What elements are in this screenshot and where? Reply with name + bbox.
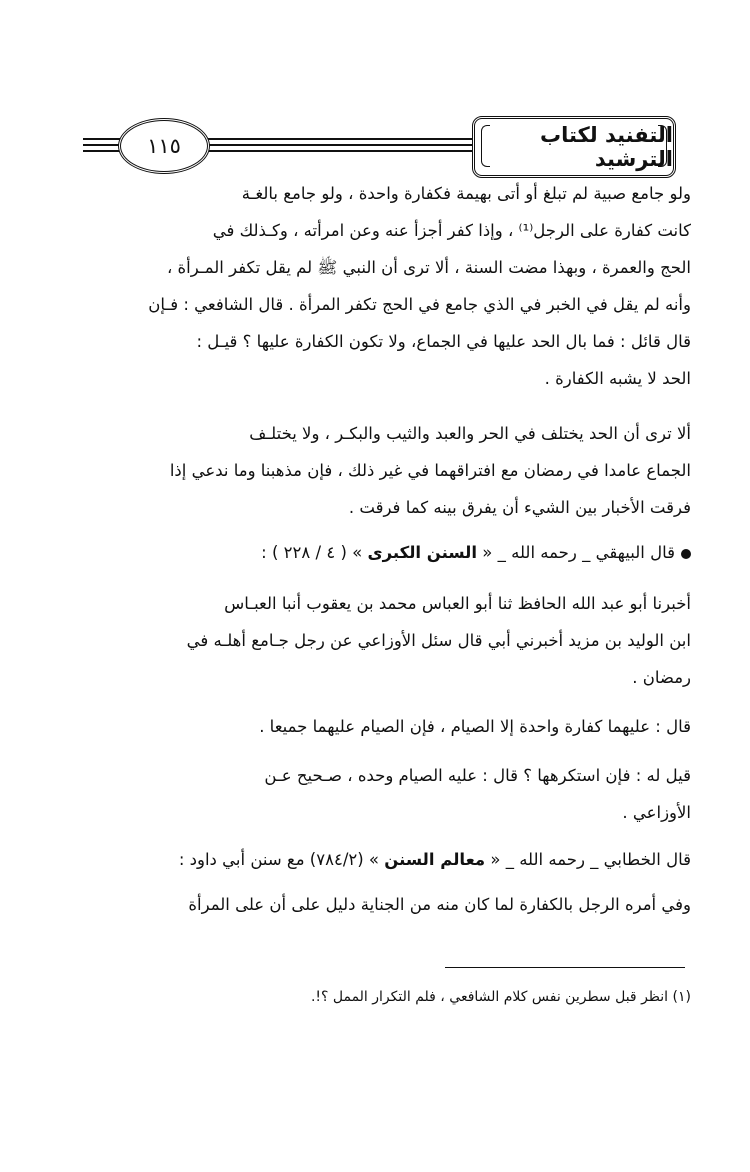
main-text bbox=[64, 175, 691, 923]
page-number: ١١٥ bbox=[118, 118, 210, 174]
book-title-frame bbox=[472, 116, 676, 178]
paragraph bbox=[64, 757, 691, 831]
text-line: الحج والعمرة ، وبهذا مضت السنة ، ألا ترى أن النبي ﷺ لم يقل تكفر المـرأة ، bbox=[166, 258, 691, 277]
text-line: ألا ترى أن الحد يختلف في الحر والعبد والثيب والبكـر ، ولا يختلـف bbox=[249, 424, 691, 443]
heading-book-title: السنن الكبرى bbox=[367, 543, 478, 562]
paragraph bbox=[64, 585, 691, 696]
text-line: وفي أمره الرجل بالكفارة لما كان منه من الجناية دليل على أن على المرأة bbox=[188, 895, 691, 914]
citation-prefix: قال الخطابي _ رحمه الله _ « bbox=[490, 850, 691, 869]
heading-suffix: » ( ٤ / ٢٢٨ ) : bbox=[261, 543, 363, 562]
running-header bbox=[0, 0, 750, 180]
citation-book-title: معالم السنن bbox=[384, 850, 486, 869]
footnote-rule bbox=[445, 967, 685, 968]
bullet-icon bbox=[681, 549, 691, 559]
paragraph bbox=[64, 175, 691, 397]
paragraph bbox=[64, 708, 691, 745]
citation-line bbox=[64, 841, 691, 878]
text-line: الحد لا يشبه الكفارة . bbox=[544, 369, 691, 388]
text-line: فرقت الأخبار بين الشيء أن يفرق بينه كما فرقت . bbox=[348, 498, 691, 517]
book-title: التفنيد لكتاب الترشيد bbox=[539, 123, 673, 171]
text-line: الجماع عامدا في رمضان مع افتراقهما في غير ذلك ، فإن مذهبنا وما ندعي إذا bbox=[169, 461, 691, 480]
heading-prefix: قال البيهقي _ رحمه الله _ « bbox=[482, 543, 675, 562]
text-line: الأوزاعي . bbox=[622, 803, 691, 822]
text-line: كانت كفارة على الرجل⁽¹⁾ ، وإذا كفر أجزأ عنه وعن امرأته ، وكـذلك في bbox=[212, 221, 691, 240]
text-line: أخبرنا أبو عبد الله الحافظ ثنا أبو العباس محمد بن يعقوب أنبا العبـاس bbox=[224, 594, 691, 613]
paragraph bbox=[64, 886, 691, 923]
paragraph bbox=[64, 415, 691, 526]
text-line: رمضان . bbox=[632, 668, 691, 687]
text-line: وأنه لم يقل في الخبر في الذي جامع في الحج تكفر المرأة . قال الشافعي : فـإن bbox=[148, 295, 691, 314]
footnote: (١) انظر قبل سطرين نفس كلام الشافعي ، فلم التكرار الممل ؟!. bbox=[310, 989, 691, 1005]
text-line: قال قائل : فما بال الحد عليها في الجماع، ولا تكون الكفارة عليها ؟ قيـل : bbox=[196, 332, 691, 351]
text-line: ولو جامع صبية لم تبلغ أو أتى بهيمة فكفارة واحدة ، ولو جامع بالغـة bbox=[241, 184, 691, 203]
text-line: قال : عليهما كفارة واحدة إلا الصيام ، فإن الصيام عليهما جميعا . bbox=[259, 717, 691, 736]
section-heading bbox=[64, 534, 691, 571]
citation-suffix: » (٧٨٤/٢) مع سنن أبي داود : bbox=[178, 850, 380, 869]
text-line: قيل له : فإن استكرهها ؟ قال : عليه الصيام وحده ، صـحيح عـن bbox=[264, 766, 691, 785]
text-line: ابن الوليد بن مزيد أخبرني أبي قال سئل الأوزاعي عن رجل جـامع أهلـه في bbox=[186, 631, 691, 650]
